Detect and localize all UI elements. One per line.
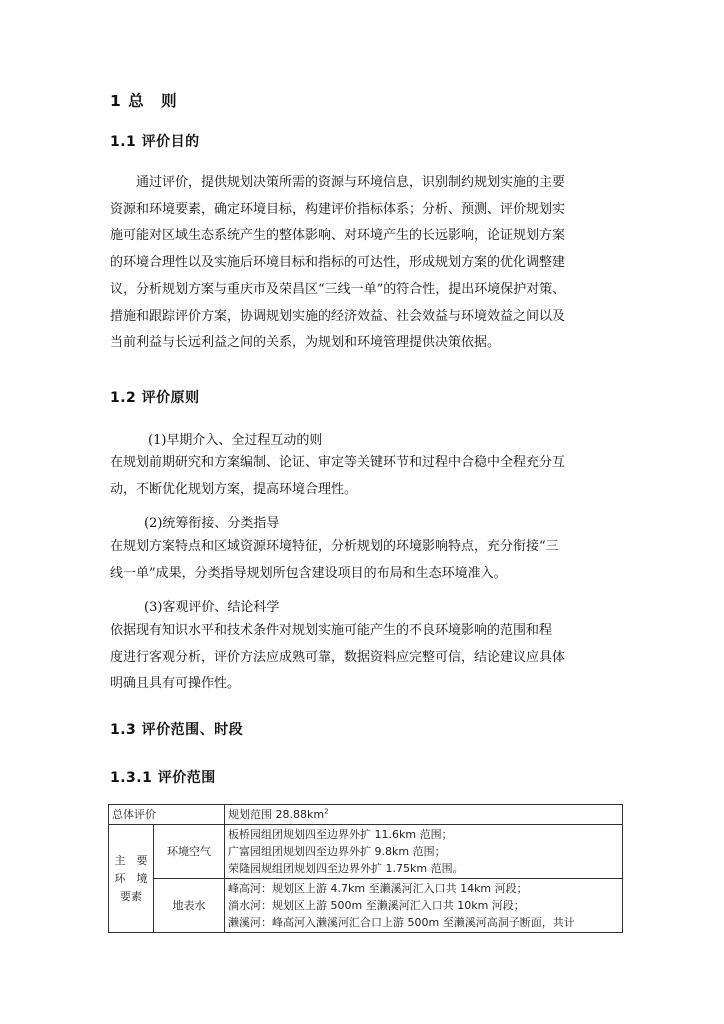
scope-line: 广富园组团规划四至边界外扩 9.8km 范围； [228, 845, 446, 858]
principle-3-paragraph [110, 618, 622, 698]
principle-1-paragraph [110, 450, 622, 503]
overall-evaluation-value: 规划范围 $28.88km^2$ [225, 805, 623, 825]
principle-2-title: (2)统筹衔接、分类指导 [144, 516, 280, 531]
table-row [109, 805, 623, 825]
text-line: 资源和环境要素，确定环境目标，构建评价指标体系；分析、预测、评价规划实 [110, 201, 566, 217]
text-line: 措施和跟踪评价方案，协调规划实施的经济效益、社会效益与环境效益之间以及 [110, 308, 566, 324]
text-line: 明确且具有可操作性。 [110, 676, 241, 692]
section-1-1-paragraph [110, 170, 622, 357]
principle-3-title: (3)客观评价、结论科学 [144, 600, 280, 615]
text-line: 议，分析规划方案与重庆市及荣昌区“三线一单”的符合性，提出环境保护对策、 [110, 281, 566, 297]
text-line: 度进行客观分析，评价方法应成熟可靠，数据资料应完整可信，结论建议应具体 [110, 649, 566, 665]
section-1-2-heading: 1.2 评价原则 [110, 390, 200, 406]
section-1-3-1-heading: 1.3.1 评价范围 [110, 770, 216, 786]
text-line: 在规划方案特点和区域资源环境特征，分析规划的环境影响特点，充分衔接“三 [110, 539, 559, 554]
text-line: 通过评价，提供规划决策所需的资源与环境信息，识别制约规划实施的主要 [110, 175, 566, 190]
scope-line: 荣隆园规组团规划四至边界外扩 1.75km 范围。 [228, 862, 464, 875]
principle-1-title: (1)早期介入、全过程互动的则 [148, 433, 323, 448]
text-line: 依据现有知识水平和技术条件对规划实施可能产生的不良环境影响的范围和程 [110, 623, 553, 638]
principle-2-paragraph [110, 534, 622, 587]
surface-water-scope [225, 879, 623, 933]
ambient-air-label: 环境空气 [154, 825, 225, 879]
scope-line: 濑溪河：峰高河入濑溪河汇合口上游 500m 至濑溪河高洞子断面，共计 [228, 916, 575, 929]
scope-line: 淌水河：规划区上游 500m 至濑溪河汇入口共 10km 河段； [228, 899, 525, 912]
surface-water-label: 地表水 [154, 879, 225, 933]
section-1-3-heading: 1.3 评价范围、时段 [110, 722, 244, 738]
text-line: 在规划前期研究和方案编制、论证、审定等关键环节和过程中合稳中全程充分互 [110, 455, 566, 470]
section-1-1-heading: 1.1 评价目的 [110, 134, 200, 150]
table-row [109, 825, 623, 879]
evaluation-scope-table [108, 804, 623, 933]
table-row [109, 879, 623, 933]
text-line: 线一单”成果，分类指导规划所包含建设项目的布局和生态环境准入。 [110, 565, 507, 581]
text-line: 的环境合理性以及实施后环境目标和指标的可达性，形成规划方案的优化调整建 [110, 255, 566, 271]
text-line: 施可能对区域生态系统产生的整体影响、对环境产生的长远影响，论证规划方案 [110, 228, 566, 244]
text-line: 当前利益与长远利益之间的关系，为规划和环境管理提供决策依据。 [110, 335, 501, 351]
ambient-air-scope [225, 825, 623, 879]
main-elements-label: 主 要 环 境 要素 [109, 825, 154, 933]
chapter-heading: 1 总 则 [110, 92, 178, 110]
scope-line: 板桥园组团规划四至边界外扩 11.6km 范围； [228, 828, 453, 841]
overall-evaluation-label: 总体评价 [109, 805, 225, 825]
text-line: 动，不断优化规划方案，提高环境合理性。 [110, 481, 358, 497]
scope-line: 峰高河：规划区上游 4.7km 至濑溪河汇入口共 14km 河段； [228, 882, 528, 895]
